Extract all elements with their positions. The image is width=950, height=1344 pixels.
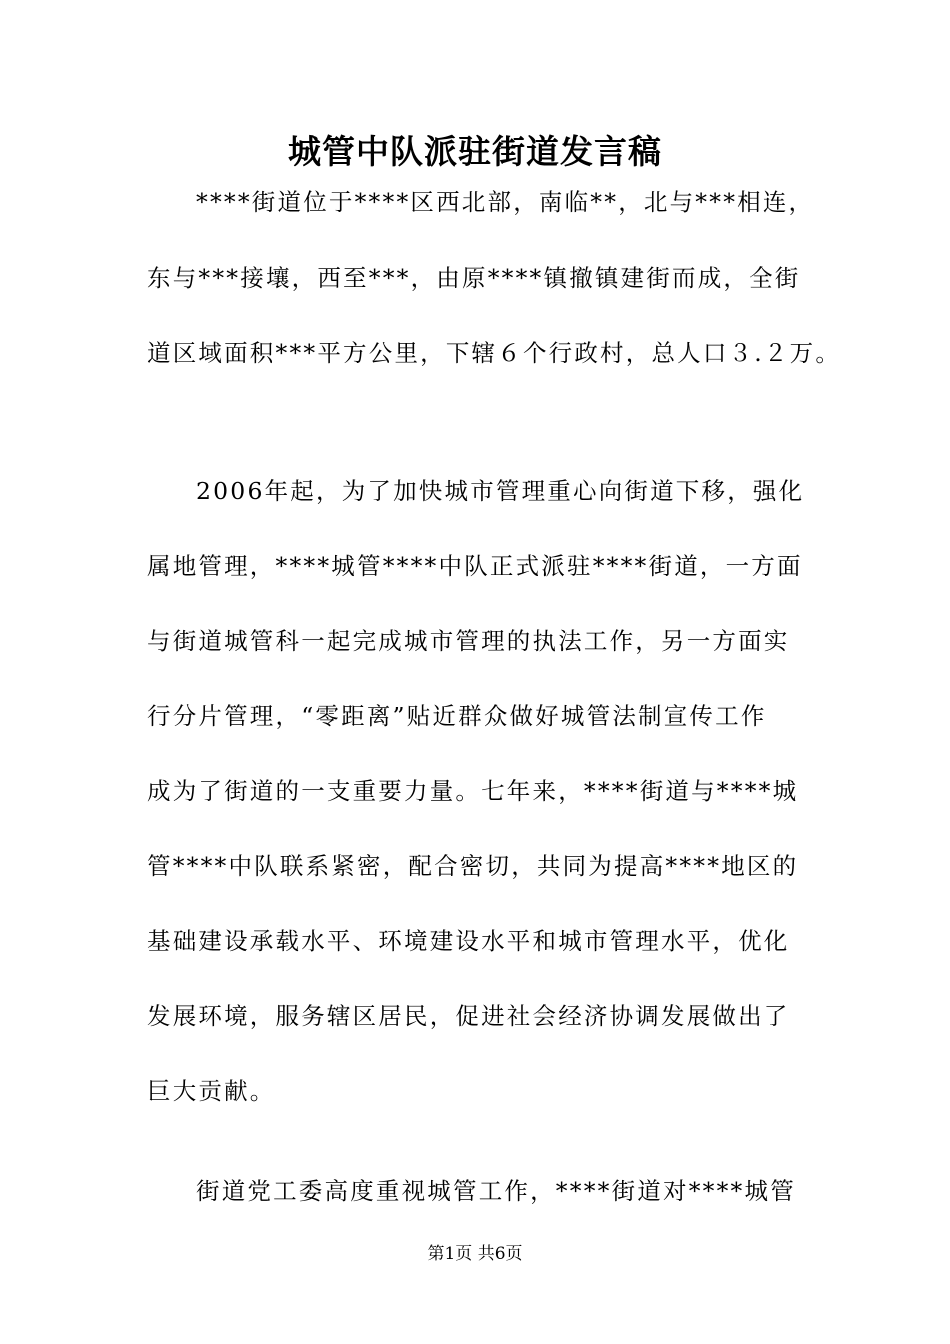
paragraph-1-line-1: ****街道位于****区西北部，南临**，北与***相连，	[196, 188, 815, 216]
paragraph-2-line-1: 2006年起，为了加快城市管理重心向街道下移，强化	[196, 477, 805, 505]
paragraph-2-line-7: 基础建设承载水平、环境建设水平和城市管理水平，优化	[147, 927, 790, 955]
paragraph-2-line-5: 成为了街道的一支重要力量。七年来，****街道与****城	[147, 777, 799, 805]
paragraph-1-line-2: 东与***接壤，西至***，由原****镇撤镇建街而成，全街	[147, 264, 801, 292]
paragraph-3-line-1: 街道党工委高度重视城管工作，****街道对****城管	[196, 1177, 796, 1205]
paragraph-2-line-9: 巨大贡献。	[147, 1077, 276, 1105]
page-number-footer: 第1页 共6页	[427, 1244, 523, 1264]
document-title: 城管中队派驻街道发言稿	[288, 132, 662, 171]
paragraph-2-line-8: 发展环境，服务辖区居民，促进社会经济协调发展做出了	[147, 1002, 790, 1030]
paragraph-2-line-4: 行分片管理，“零距离”贴近群众做好城管法制宣传工作	[147, 702, 767, 730]
paragraph-1-line-3: 道区域面积***平方公里，下辖６个行政村，总人口３.２万。	[147, 339, 842, 367]
paragraph-2-line-2: 属地管理，****城管****中队正式派驻****街道，一方面	[147, 552, 803, 580]
paragraph-2-line-6: 管****中队联系紧密，配合密切，共同为提高****地区的	[147, 852, 799, 880]
paragraph-2-line-3: 与街道城管科一起完成城市管理的执法工作，另一方面实	[147, 627, 790, 655]
